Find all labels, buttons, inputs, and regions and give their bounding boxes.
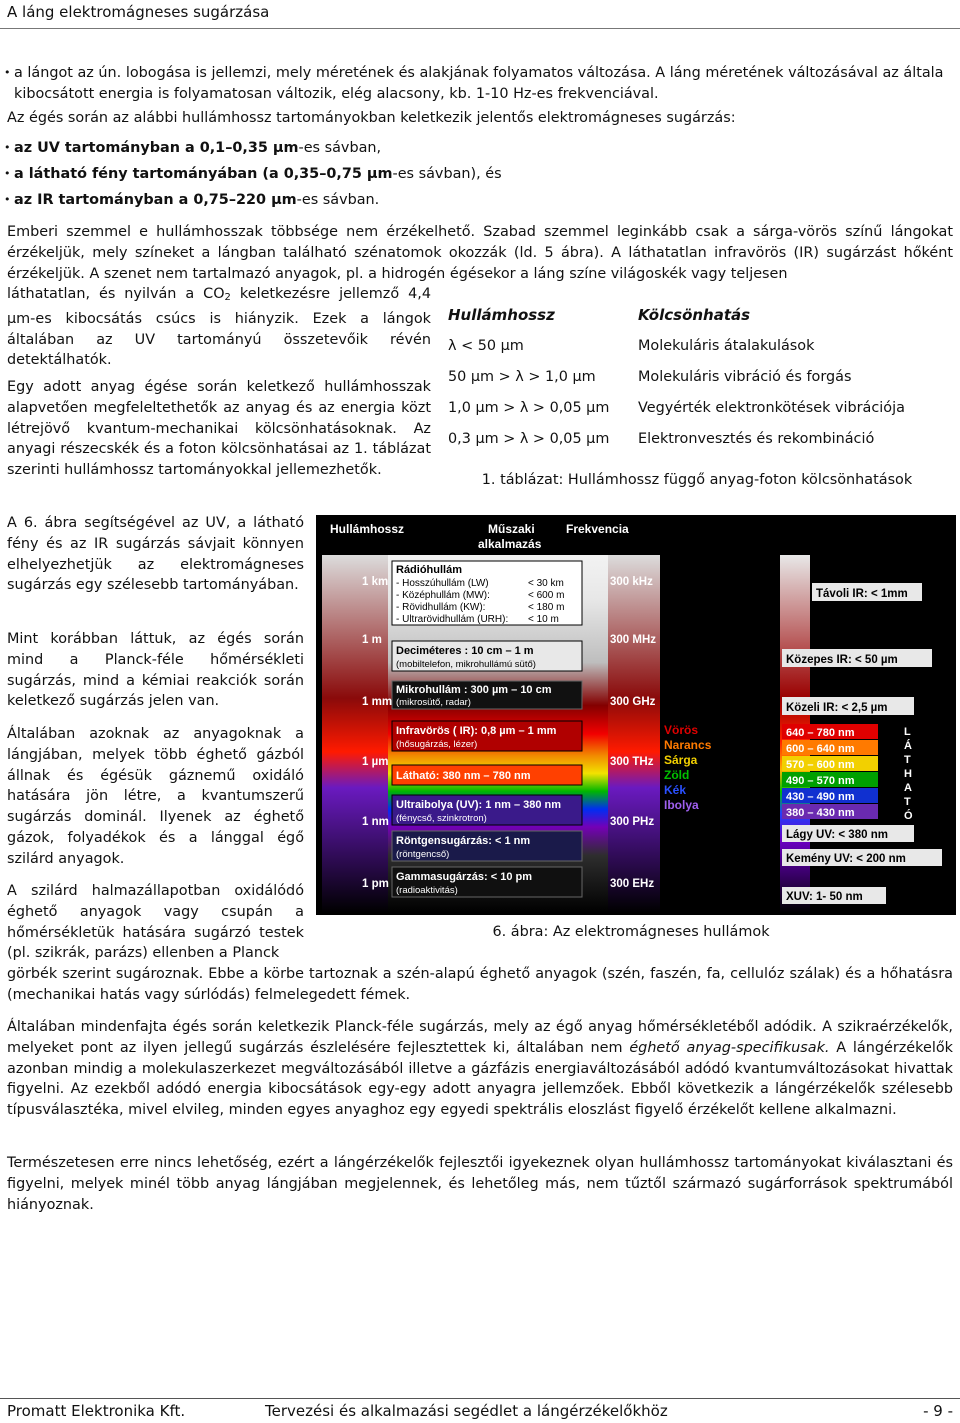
fig-col-wavelength: Hullámhossz: [330, 522, 405, 536]
footer-company: Promatt Elektronika Kft.: [7, 1402, 186, 1420]
svg-text:Ultraibolya (UV): 1 nm – 380 n: Ultraibolya (UV): 1 nm – 380 nm: [396, 799, 562, 811]
svg-text:(röntgencső): (röntgencső): [396, 849, 450, 860]
page-title: A láng elektromágneses sugárzása: [7, 3, 270, 21]
em-spectrum-figure: [316, 515, 956, 915]
para-human-eye: Emberi szemmel e hullámhosszak többsége nem érzékelhető. Szabad szemmel leginkább csak a sárga-vörös színű lángokat érzékeljük, mely színeket a lángban található szénatomok okozzák (ld. 5 ábra). A láthatatlan infravörös (IR) sugárzást hőként érzékeljük. A szenet nem tartalmazó anyagok, pl. a hidrogén égésekor a láng színe világoskék vagy teljesen: [7, 224, 953, 282]
para-solids-cont: görbék szerint sugároznak. Ebbe a körbe tartoznak a szén-alapú éghető anyagok (szén, faszén, fa, cellulóz szálak) és a hőhatásra (mechanikai hatás vagy súrlódás) felmelegedett fémek.: [7, 966, 953, 1003]
svg-text:380 – 430 nm: 380 – 430 nm: [786, 807, 855, 819]
table-header-wavelength: Hullámhossz: [448, 305, 555, 324]
freq-300ehz: 300 EHz: [610, 878, 655, 890]
bullet-uv: • az UV tartományban a 0,1–0,35 µm-es sávban,: [14, 138, 381, 159]
scale-1pm: 1 pm: [362, 878, 389, 890]
svg-text:Infravörös ( IR): 0,8 µm – 1: Infravörös ( IR): 0,8 µm – 1 mm: [396, 725, 557, 737]
freq-300thz: 300 THz: [610, 756, 654, 768]
table-row: 1,0 µm > λ > 0,05 µm Vegyérték elektronkötések vibrációja: [448, 399, 905, 416]
svg-text:H: H: [904, 768, 912, 780]
interaction-table: [441, 299, 912, 454]
para-wavelengths: Egy adott anyag égése során keletkező hullámhosszak alapvetően megfeleltethetők az anyag és az energia közt létrejövő kvantum-mechanikai kölcsönhatásoknak. Az anyagi részecskék és a foton kölcsönhatásai az 1. táblázat szerinti hullámhossz tartományokkal jellemezhetők.: [7, 379, 431, 479]
para-co2: láthatatlan, és nyilván a CO2 keletkezésre jellemző 4,4 µm-es kibocsátás csúcs is hiányzik. Ezek a lángok általában az UV tartományú összetevőik révén detektálhatók.: [7, 286, 432, 369]
scale-1um: 1 µm: [362, 756, 389, 768]
svg-text:(mobiltelefon, mikrohullámú sü: (mobiltelefon, mikrohullámú sütő): [396, 659, 536, 670]
svg-text:570 – 600 nm: 570 – 600 nm: [786, 759, 855, 771]
xuv-label: XUV: 1- 50 nm: [786, 891, 863, 903]
table-header-interaction: Kölcsönhatás: [638, 305, 751, 324]
fig-col-frequency: Frekvencia: [566, 522, 629, 536]
bullet-ir: • az IR tartományban a 0,75–220 µm-es sávban.: [14, 190, 379, 211]
color-name-orange: Narancs: [664, 738, 712, 752]
fig-col-tech-a: Műszaki: [488, 522, 535, 536]
svg-text:< 600 m: < 600 m: [528, 590, 565, 601]
svg-text:- Rövidhullám (KW):: - Rövidhullám (KW):: [396, 602, 486, 613]
em-spectrum-diagram: [316, 515, 956, 915]
para-gases: Általában azoknak az anyagoknak a lángjában, melyek több éghető gázból állnak és égésük gáznemű oxidáló hatására jön létre, a kvantumszerű sugárzás dominál. Ilyenek az éghető gázok, folyadékok és a lánggal égő szilárd anyagok.: [7, 726, 304, 867]
color-name-red: Vörös: [664, 723, 699, 737]
scale-1m: 1 m: [362, 634, 382, 646]
svg-text:Mikrohullám : 300 µm – 10 cm: Mikrohullám : 300 µm – 10 cm: [396, 684, 552, 696]
uv-soft-label: Lágy UV: < 380 nm: [786, 829, 888, 841]
freq-300khz: 300 kHz: [610, 576, 653, 588]
ir-mid-label: Közepes IR: < 50 µm: [786, 654, 898, 666]
svg-text:- Középhullám (MW):: - Középhullám (MW):: [396, 590, 490, 601]
svg-text:(mikrosütő, radar): (mikrosütő, radar): [396, 697, 471, 708]
svg-text:Gammasugárzás: < 10 pm: Gammasugárzás: < 10 pm: [396, 871, 533, 883]
uv-hard-label: Kemény UV: < 200 nm: [786, 853, 906, 865]
fig-col-tech-b: alkalmazás: [478, 537, 542, 551]
svg-text:Deciméteres : 10 cm – 1 m: Deciméteres : 10 cm – 1 m: [396, 645, 534, 657]
scale-1nm: 1 nm: [362, 816, 389, 828]
freq-300phz: 300 PHz: [610, 816, 655, 828]
para-figure-ref: A 6. ábra segítségével az UV, a látható fény és az IR sugárzás sávjait könnyen elhelyezhetjük az elektromágneses sugárzás egy szélesebb tartományában.: [7, 515, 304, 594]
svg-text:< 10 m: < 10 m: [528, 614, 559, 625]
color-name-yellow: Sárga: [664, 753, 698, 767]
bullet-flicker: • a lángot az ún. lobogása is jellemzi, mely méretének és alakjának folyamatos változása. A láng méretének változásával az általa kibocsátott energia is folyamatosan változik, elég alacsony, kb. 1-10 Hz-es frekvenciával.: [14, 63, 954, 105]
scale-1km: 1 km: [362, 576, 389, 588]
table-row: λ < 50 µm Molekuláris átalakulások: [448, 337, 815, 354]
svg-text:A: A: [904, 782, 912, 794]
svg-text:Ó: Ó: [904, 810, 913, 822]
ir-near-label: Közeli IR: < 2,5 µm: [786, 702, 888, 714]
scale-1mm: 1 mm: [362, 696, 393, 708]
freq-300ghz: 300 GHz: [610, 696, 656, 708]
para-planck: Mint korábban láttuk, az égés során mind a Planck-féle hőmérsékleti sugárzás, mind a kémiai reakciók során keletkező sugárzás jelen van.: [7, 631, 304, 710]
footer-page-number: - 9 -: [923, 1402, 953, 1420]
svg-text:(hősugárzás, lézer): (hősugárzás, lézer): [396, 739, 478, 750]
svg-text:< 30 km: < 30 km: [528, 578, 564, 589]
table-row: 50 µm > λ > 1,0 µm Molekuláris vibráció és forgás: [448, 368, 852, 385]
title-divider: [0, 28, 960, 29]
intro-sentence: Az égés során az alábbi hullámhossz tartományokban keletkezik jelentős elektromágneses sugárzás:: [7, 110, 736, 126]
para-solids: A szilárd halmazállapotban oxidálódó éghető anyagok vagy csupán a hőmérsékletük hatására sugárzó testek (pl. szikrák, parázs) ellenben a Planck: [7, 883, 304, 962]
table-caption: 1. táblázat: Hullámhossz függő anyag-foton kölcsönhatások: [481, 472, 913, 488]
svg-text:600 – 640 nm: 600 – 640 nm: [786, 743, 855, 755]
color-name-blue: Kék: [664, 783, 687, 797]
figure-caption: 6. ábra: Az elektromágneses hullámok: [492, 924, 770, 940]
color-name-green: Zöld: [664, 768, 690, 782]
table-row: 0,3 µm > λ > 0,05 µm Elektronvesztés és rekombináció: [448, 430, 875, 447]
svg-text:< 180 m: < 180 m: [528, 602, 565, 613]
footer-title: Tervezési és alkalmazási segédlet a lángérzékelőkhöz: [265, 1402, 668, 1420]
svg-text:(radioaktivitás): (radioaktivitás): [396, 885, 458, 896]
svg-text:490 – 570 nm: 490 – 570 nm: [786, 775, 855, 787]
svg-text:Rádióhullám: Rádióhullám: [396, 564, 463, 576]
para-conclusion: Természetesen erre nincs lehetőség, ezért a lángérzékelők fejlesztői igyekeznek olyan hullámhossz tartományokat kiválasztani és figyelni, melyek minél több anyag lángjában megjelennek, és lehetőleg más, nem tűztől származó sugárforrások spektrumából hiányoznak.: [7, 1155, 953, 1213]
svg-text:430 – 490 nm: 430 – 490 nm: [786, 791, 855, 803]
ir-far-label: Távoli IR: < 1mm: [816, 588, 908, 600]
svg-text:T: T: [904, 754, 911, 766]
bullet-visible: • a látható fény tartományában (a 0,35–0,75 µm-es sávban), és: [14, 164, 502, 185]
svg-text:640 – 780 nm: 640 – 780 nm: [786, 727, 855, 739]
svg-text:- Ultrarövidhullám (URH):: - Ultrarövidhullám (URH):: [396, 614, 509, 625]
svg-text:Látható: 380 nm – 780 nm: Látható: 380 nm – 780 nm: [396, 770, 531, 782]
svg-text:L: L: [904, 726, 911, 738]
para-detectors: Általában mindenfajta égés során keletkezik Planck-féle sugárzás, mely az égő anyag hőmérsékletéből adódik. A szikraérzékelők, melyeket pont az ilyen jellegű sugárzás észlelésére fejlesztettek ki, általában nem éghető anyag-specifikusak. A lángérzékelők azonban mindig a molekulaszerkezet megváltozásából illetve a gázfázis energiaváltozásából adódó kvantumváltozásokat hivattak figyelni. Az ezekből adódó energia kibocsátások egy-egy adott anyagra jellemzőek. Ebből következik a lángérzékelők szélesebb típusválasztéka, mivel elvileg, minden egyes anyaghoz egy egyedi spektrális eloszlást figyelő érzékelőt kellene alkalmazni.: [7, 1019, 953, 1119]
svg-text:T: T: [904, 796, 911, 808]
color-name-violet: Ibolya: [664, 798, 699, 812]
svg-text:Röntgensugárzás: < 1 nm: Röntgensugárzás: < 1 nm: [396, 835, 531, 847]
freq-300mhz: 300 MHz: [610, 634, 657, 646]
svg-text:- Hosszúhullám (LW): - Hosszúhullám (LW): [396, 578, 489, 589]
svg-text:(fénycső, szinkrotron): (fénycső, szinkrotron): [396, 813, 487, 824]
svg-text:Á: Á: [904, 740, 912, 752]
footer-divider: [0, 1398, 960, 1399]
